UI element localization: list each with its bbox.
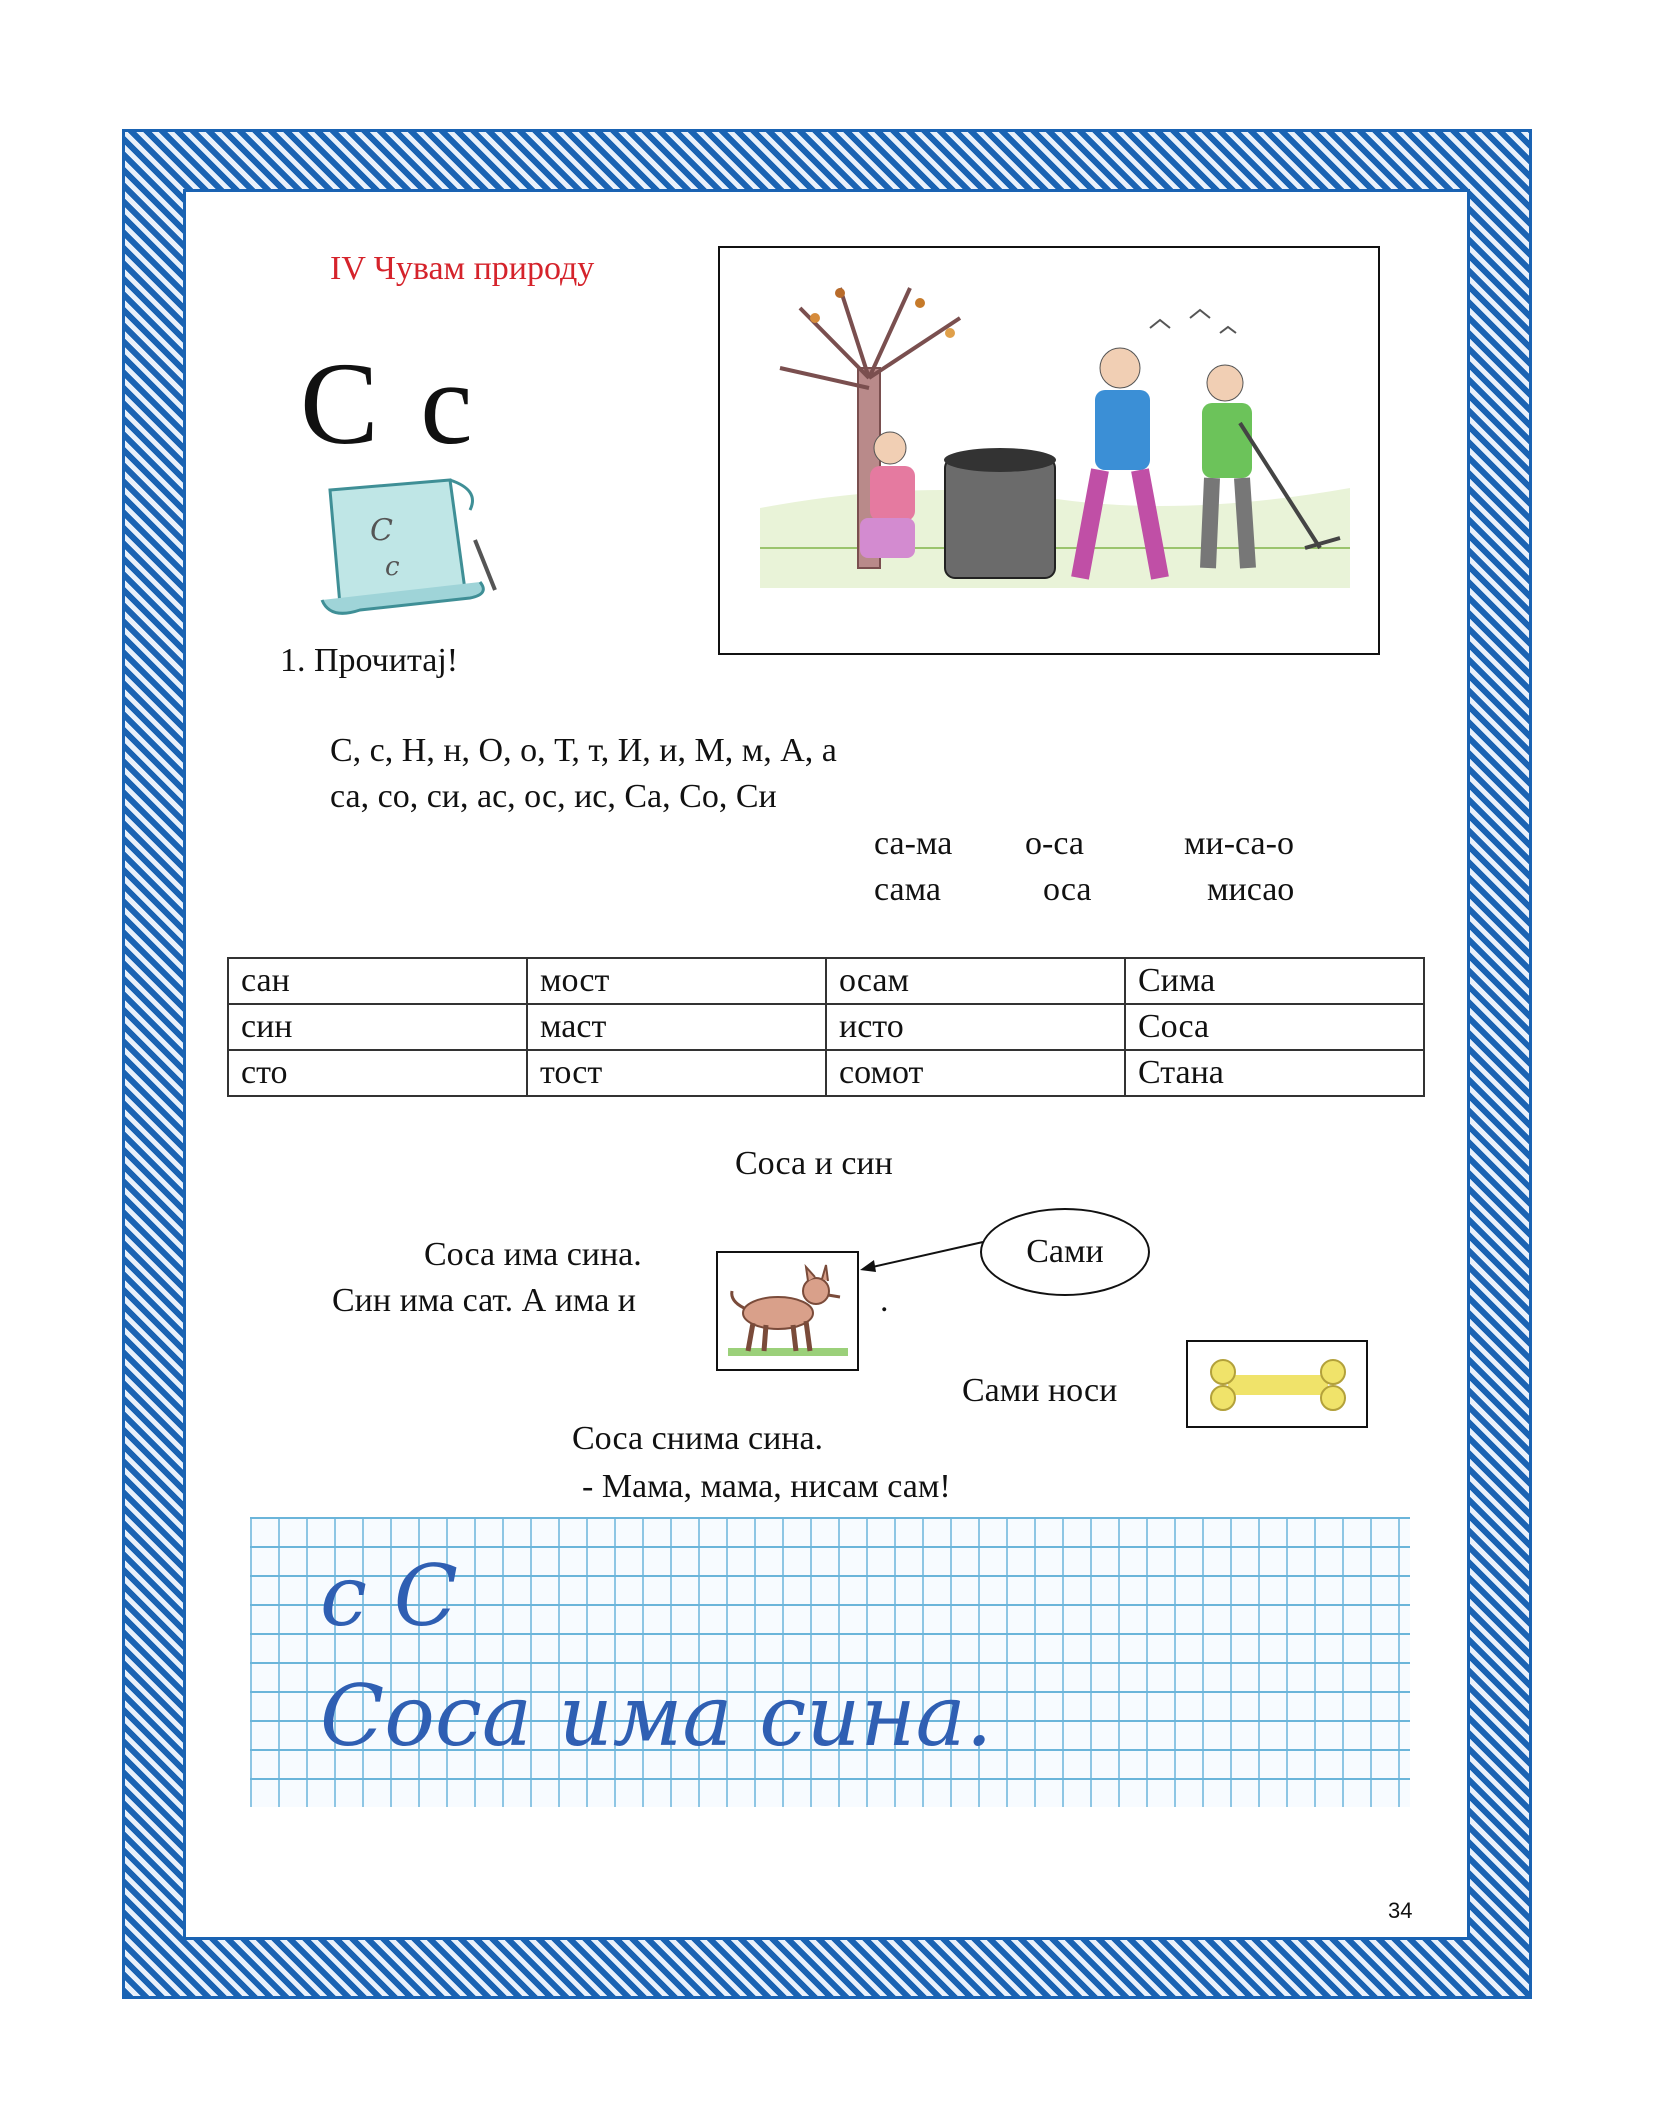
task-label: 1. Прочитај! — [280, 642, 459, 679]
table-cell: сомот — [826, 1050, 1125, 1096]
story-line-2: Син има сат. А има и — [332, 1282, 636, 1319]
story-title: Соса и син — [735, 1145, 893, 1182]
table-cell: осам — [826, 958, 1125, 1004]
big-letters: С с — [300, 338, 479, 469]
table-cell: син — [228, 1004, 527, 1050]
table-cell: Стана — [1125, 1050, 1424, 1096]
syllable-split-1: са-ма — [874, 825, 953, 862]
word-table — [227, 957, 1425, 1097]
story-line-3: Сами носи — [962, 1372, 1118, 1409]
table-cell: тост — [527, 1050, 826, 1096]
syllables-line: са, со, си, ас, ос, ис, Са, Со, Си — [330, 778, 777, 815]
table-cell: сто — [228, 1050, 527, 1096]
arrow-icon — [858, 1238, 988, 1278]
handwriting-row-1: с С — [320, 1547, 459, 1645]
table-cell: Сима — [1125, 958, 1424, 1004]
story-line-1: Соса има сина. — [424, 1236, 642, 1273]
letters-line: С, с, Н, н, О, о, Т, т, И, и, М, м, А, а — [330, 732, 837, 769]
scroll-lower-letter: с — [385, 552, 400, 582]
scroll-illustration — [300, 470, 500, 620]
table-cell: исто — [826, 1004, 1125, 1050]
story-line-4: Соса снима сина. — [572, 1420, 824, 1457]
syllable-word-2: оса — [1043, 871, 1092, 908]
table-cell: маст — [527, 1004, 826, 1050]
table-row — [228, 1004, 1424, 1050]
syllable-split-3: ми-са-о — [1184, 825, 1294, 862]
bubble-text: Сами — [1026, 1233, 1104, 1270]
chapter-title: IV Чувам природу — [330, 250, 595, 287]
children-cleaning-illustration — [718, 246, 1380, 655]
table-row — [228, 958, 1424, 1004]
table-cell: Соса — [1125, 1004, 1424, 1050]
story-line-2-end: . — [880, 1282, 889, 1319]
syllable-word-1: сама — [874, 871, 941, 908]
page-number: 34 — [1388, 1898, 1413, 1923]
story-line-5: - Мама, мама, нисам сам! — [582, 1468, 951, 1505]
table-row — [228, 1050, 1424, 1096]
table-cell: мост — [527, 958, 826, 1004]
scroll-upper-letter: С — [370, 513, 393, 548]
handwriting-row-2: Соса има сина. — [320, 1667, 993, 1765]
syllable-word-3: мисао — [1207, 871, 1295, 908]
dog-picture — [716, 1251, 859, 1371]
speech-bubble — [980, 1208, 1150, 1296]
syllable-split-2: о-са — [1025, 825, 1084, 862]
table-cell: сан — [228, 958, 527, 1004]
bone-picture — [1186, 1340, 1368, 1428]
handwriting-practice-grid — [250, 1517, 1410, 1807]
